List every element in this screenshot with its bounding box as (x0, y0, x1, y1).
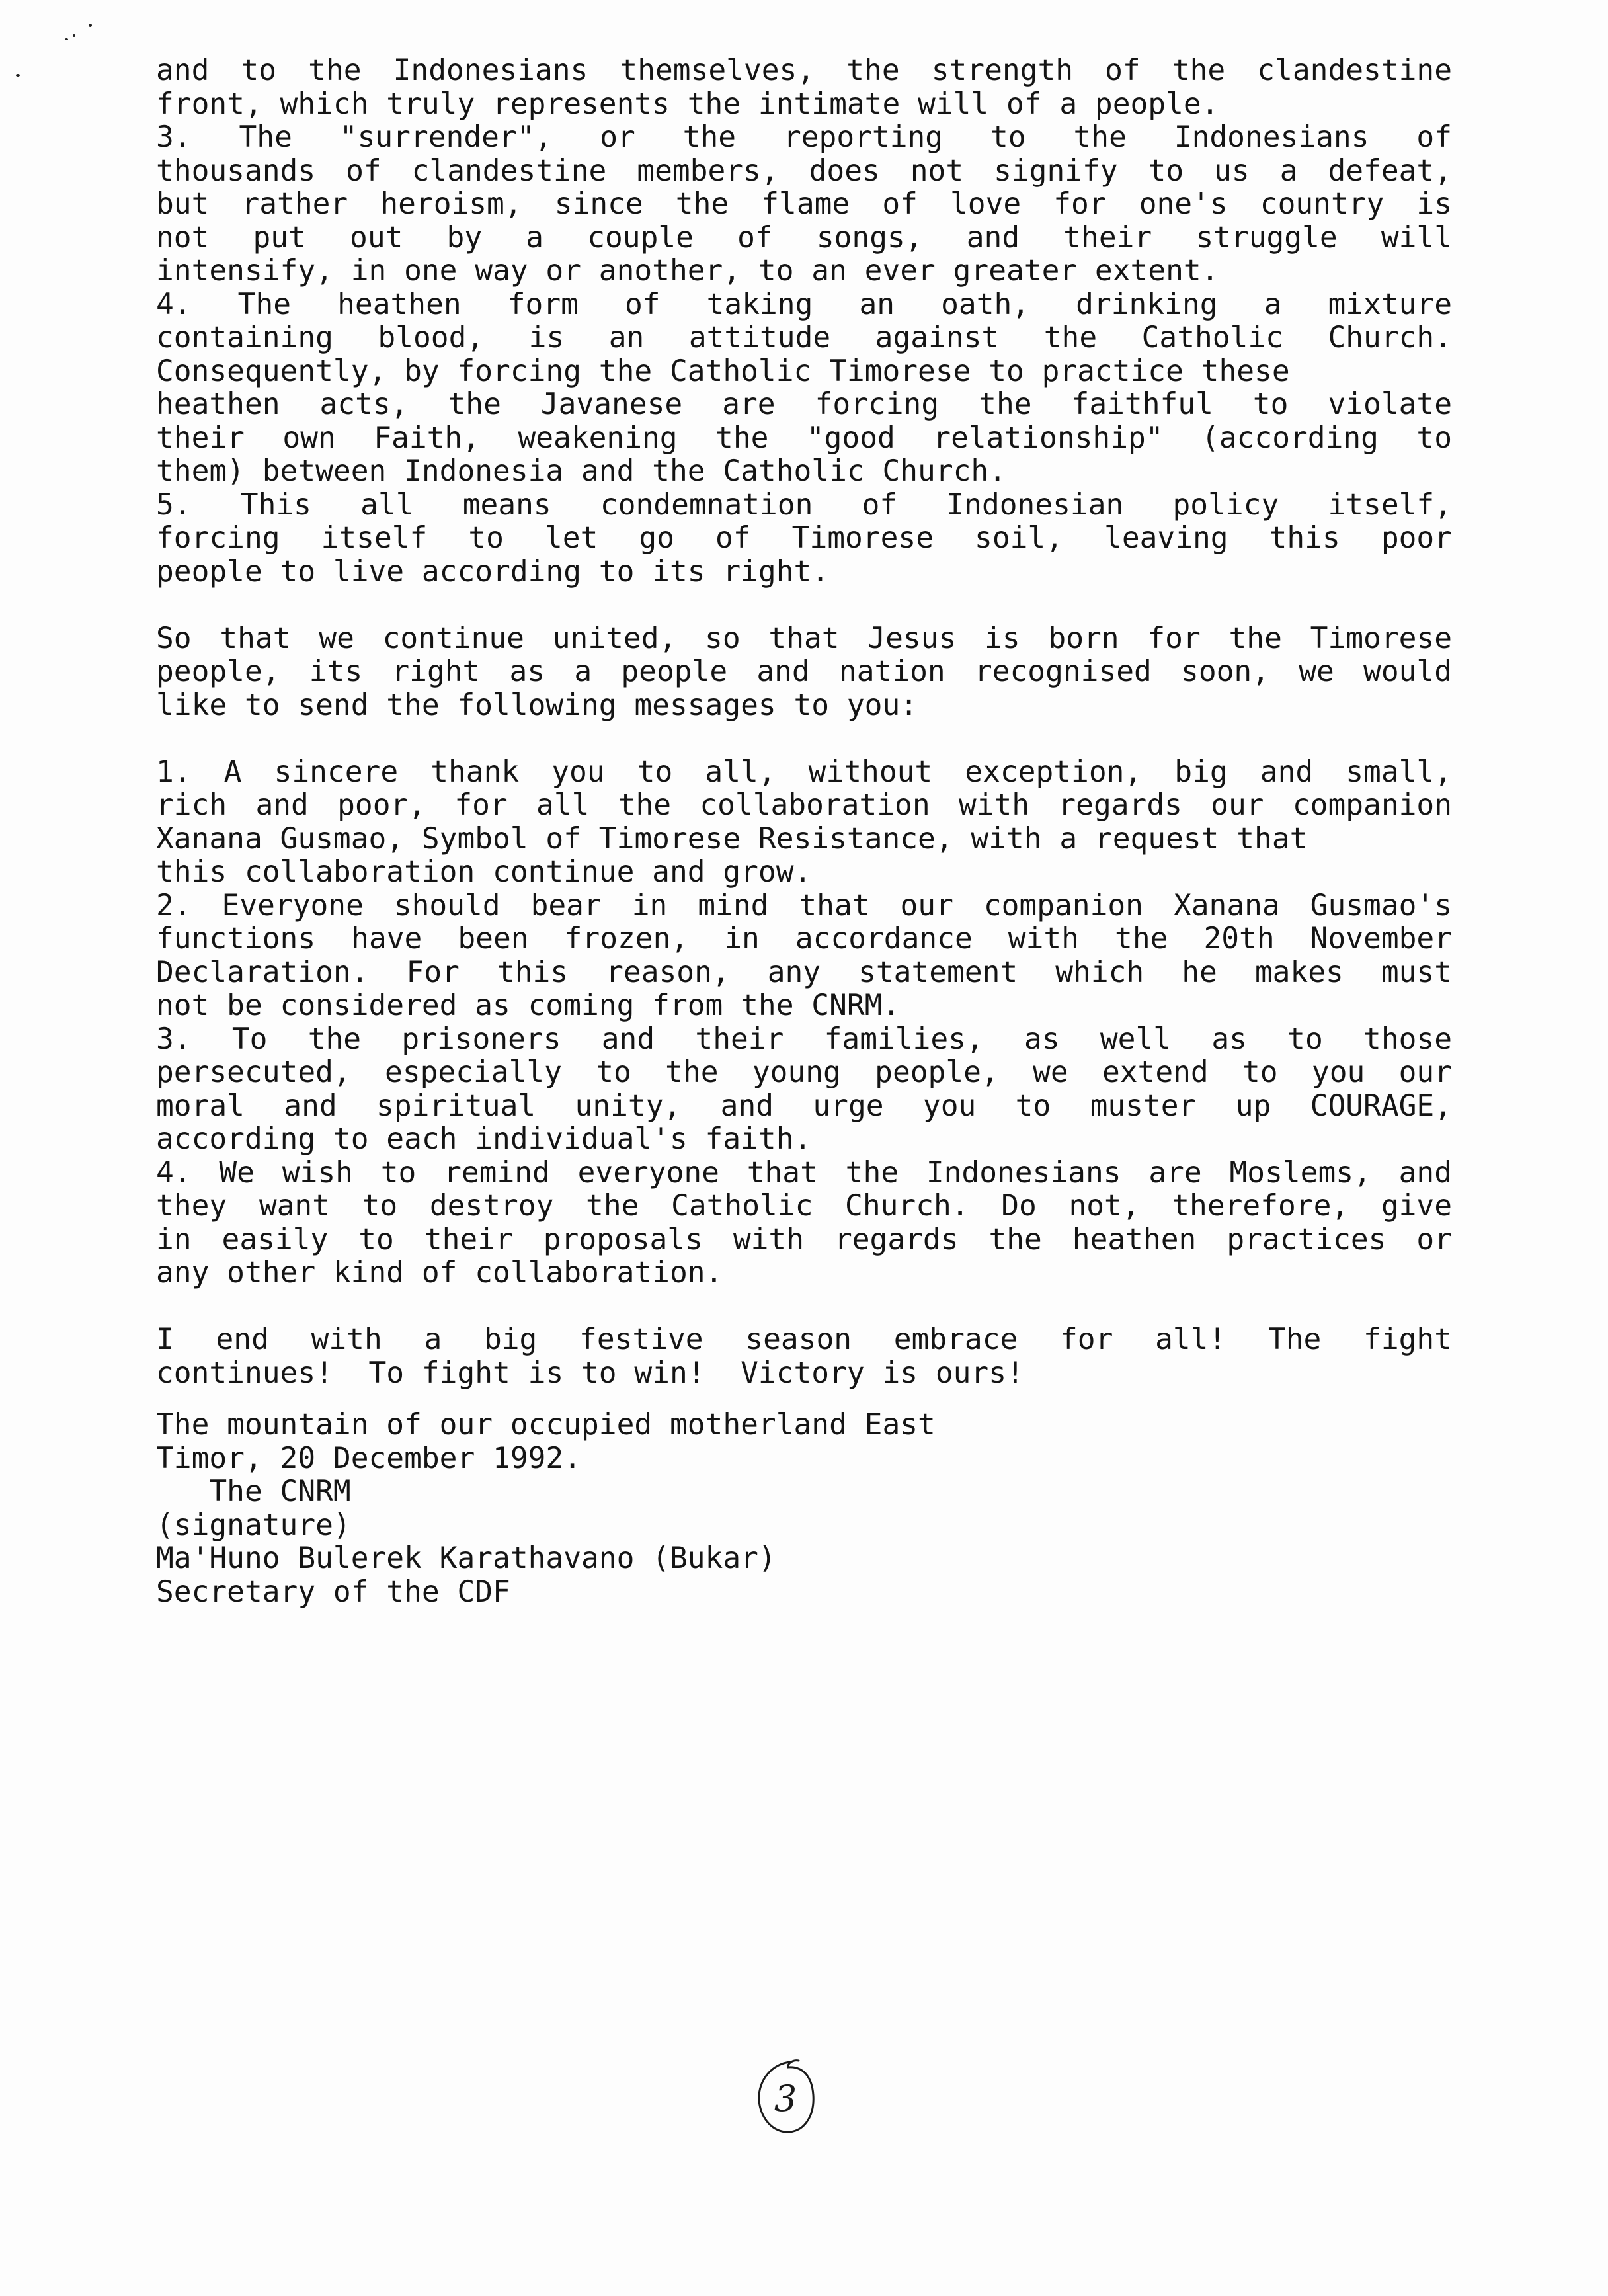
text-line: 5. This all means condemnation of Indonesian policy itself, (156, 487, 1452, 522)
text-line: intensify, in one way or another, to an ever greater extent. (156, 254, 1219, 288)
text-line: containing blood, is an attitude against the Catholic Church. (156, 321, 1452, 354)
text-line: persecuted, especially to the young people, we extend to you our (156, 1055, 1452, 1089)
text-line: Consequently, by forcing the Catholic Timorese to practice these (156, 354, 1290, 388)
text-line: thousands of clandestine members, does not signify to us a defeat, (156, 153, 1452, 188)
text-line: continues! To fight is to win! Victory is ours! (156, 1356, 1024, 1390)
text-line: heathen acts, the Javanese are forcing the faithful to violate (156, 388, 1452, 421)
text-line: So that we continue united, so that Jesus is born for the Timorese (156, 621, 1452, 655)
text-line: them) between Indonesia and the Catholic Church. (156, 454, 1006, 488)
text-line: Declaration. For this reason, any statement which he makes must (156, 955, 1452, 989)
text-line: not put out by a couple of songs, and their struggle will (156, 220, 1452, 255)
text-line: any other kind of collaboration. (156, 1256, 723, 1290)
text-line: in easily to their proposals with regards the heathen practices or (156, 1222, 1452, 1256)
paragraph-gap (156, 1290, 1452, 1324)
page-number-circle (752, 2054, 819, 2140)
text-line: Xanana Gusmao, Symbol of Timorese Resistance, with a request that (156, 821, 1308, 856)
scan-speck (16, 74, 20, 77)
text-line: their own Faith, weakening the "good relationship" (according to (156, 421, 1452, 455)
text-line: functions have been frozen, in accordance with the 20th November (156, 922, 1452, 956)
text-line: this collaboration continue and grow. (156, 855, 812, 889)
scan-speck (73, 34, 75, 37)
text-line: people to live according to its right. (156, 554, 830, 589)
text-line: 2. Everyone should bear in mind that our companion Xanana Gusmao's (156, 888, 1452, 922)
text-line: and to the Indonesians themselves, the strength of the clandestine (156, 54, 1452, 87)
scan-speck (65, 38, 68, 40)
scan-speck (89, 24, 92, 27)
handwritten-page-number (752, 2054, 819, 2140)
text-line: forcing itself to let go of Timorese soil, leaving this poor (156, 521, 1452, 555)
text-line: 4. The heathen form of taking an oath, drinking a mixture (156, 287, 1452, 321)
paragraph-gap (156, 589, 1452, 622)
closing-date-line: Timor, 20 December 1992. (156, 1441, 581, 1475)
closing-place-line: The mountain of our occupied motherland East (156, 1408, 936, 1442)
text-line: like to send the following messages to you: (156, 688, 918, 722)
letter-body (156, 54, 1452, 1424)
text-line: but rather heroism, since the flame of love for one's country is (156, 187, 1452, 221)
text-line: not be considered as coming from the CNRM. (156, 989, 901, 1022)
text-line: 4. We wish to remind everyone that the Indonesians are Moslems, and (156, 1155, 1452, 1190)
letter-closing (156, 1409, 1452, 1609)
text-line: front, which truly represents the intimate will of a people. (156, 87, 1219, 121)
closing-organization: The CNRM (156, 1475, 351, 1508)
text-line: rich and poor, for all the collaboration with regards our companion (156, 788, 1452, 822)
text-line: according to each individual's faith. (156, 1122, 812, 1156)
text-line: 3. To the prisoners and their families, as well as to those (156, 1022, 1452, 1056)
text-line: moral and spiritual unity, and urge you to muster up COURAGE, (156, 1088, 1452, 1123)
text-line: I end with a big festive season embrace for all! The fight (156, 1323, 1452, 1356)
text-line: people, its right as a people and nation recognised soon, we would (156, 655, 1452, 688)
page-number-text: 3 (774, 2078, 797, 2119)
text-line: 1. A sincere thank you to all, without exception, big and small, (156, 755, 1452, 789)
text-line: they want to destroy the Catholic Church. Do not, therefore, give (156, 1189, 1452, 1223)
paragraph-gap (156, 722, 1452, 756)
text-line: 3. The "surrender", or the reporting to the Indonesians of (156, 120, 1452, 154)
closing-signatory: Ma'Huno Bulerek Karathavano (Bukar) (156, 1541, 776, 1575)
closing-signature-note: (signature) (156, 1508, 351, 1542)
closing-title: Secretary of the CDF (156, 1575, 510, 1609)
